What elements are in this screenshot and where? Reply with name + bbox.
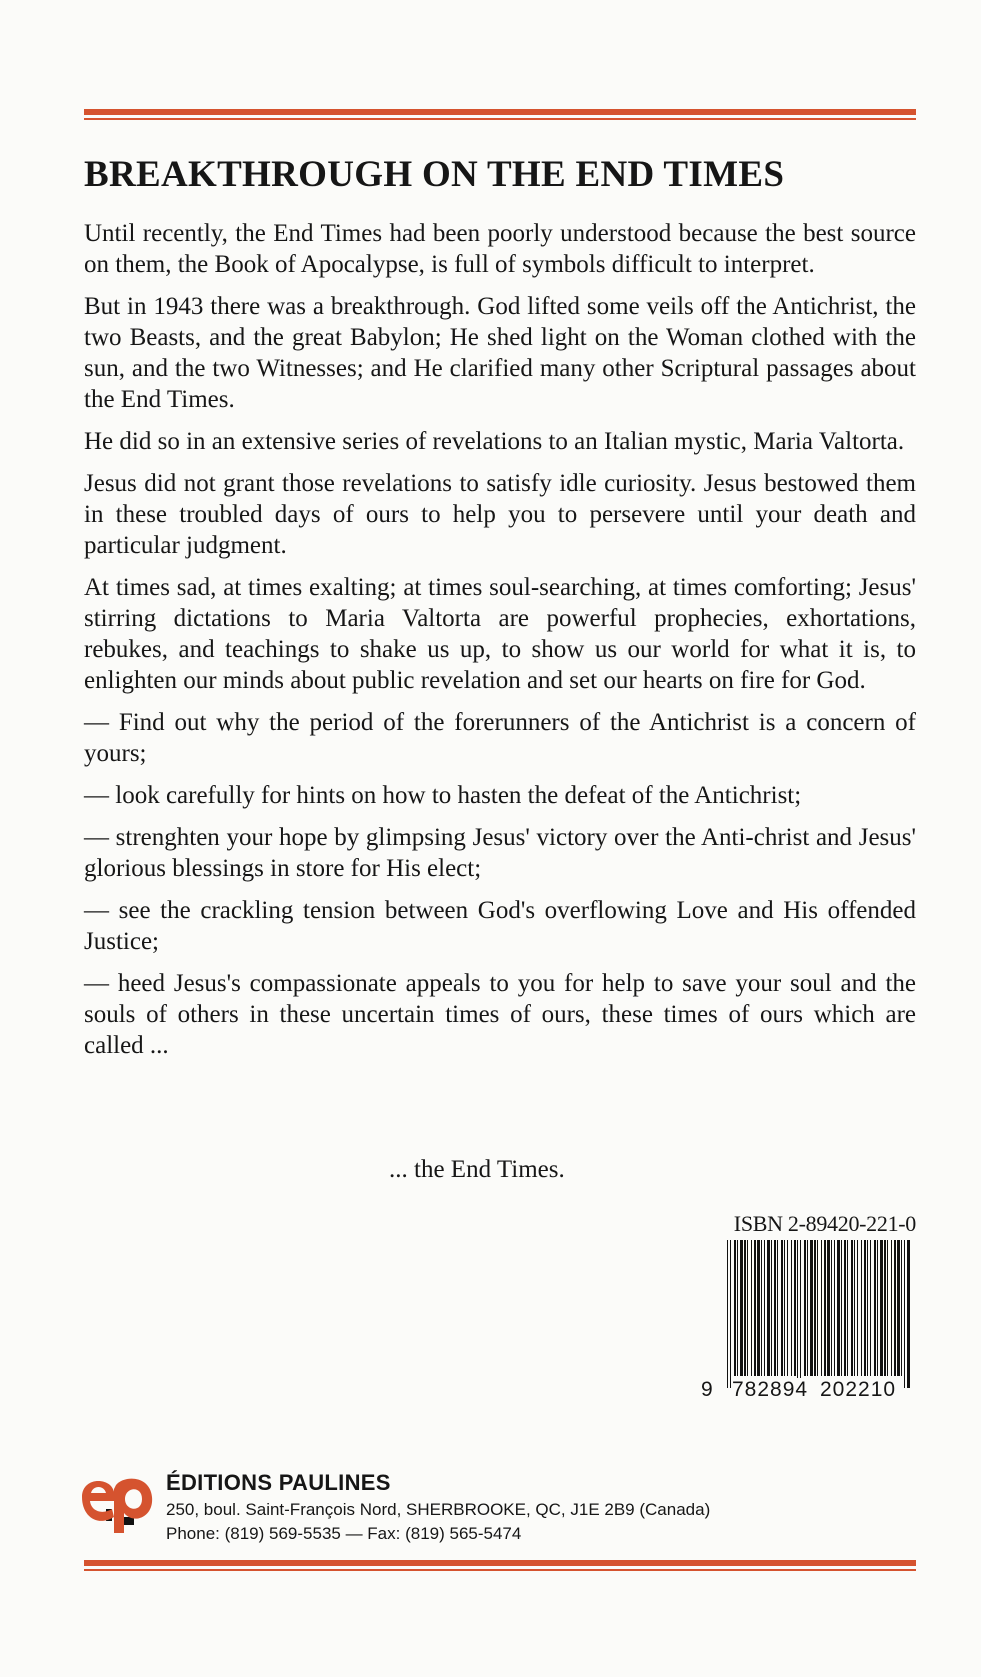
barcode-bar bbox=[887, 1240, 888, 1376]
barcode-bar bbox=[901, 1240, 902, 1376]
paragraph-intro: Until recently, the End Times had been poorly understood because the best source on them, the Book of Apocalypse, is full of symbols difficult to interpret. bbox=[84, 220, 916, 278]
barcode-bar bbox=[764, 1240, 765, 1376]
barcode-bar bbox=[837, 1240, 840, 1376]
barcode-bar bbox=[744, 1240, 746, 1376]
top-double-rule bbox=[84, 109, 916, 120]
barcode-bar bbox=[821, 1240, 822, 1376]
barcode-bar bbox=[800, 1240, 801, 1388]
bullet-forerunners: — Find out why the period of the forerunners of the Antichrist is a concern of yours; bbox=[84, 709, 916, 767]
barcode-bar bbox=[831, 1240, 832, 1376]
barcode-bar bbox=[851, 1240, 853, 1376]
barcode-bar bbox=[854, 1240, 855, 1376]
barcode-bar bbox=[791, 1240, 792, 1376]
bullet-tension: — see the crackling tension between God's overflowing Love and His offended Justice; bbox=[84, 897, 916, 955]
barcode-bar bbox=[877, 1240, 878, 1376]
barcode-bar bbox=[751, 1240, 752, 1376]
barcode-bar bbox=[761, 1240, 762, 1376]
barcode-bar bbox=[784, 1240, 785, 1376]
barcode-bar bbox=[794, 1240, 796, 1376]
barcode-bar bbox=[891, 1240, 892, 1376]
barcode-bar bbox=[727, 1240, 728, 1388]
barcode-bar bbox=[771, 1240, 772, 1376]
barcode-bar bbox=[894, 1240, 896, 1376]
barcode-bar bbox=[810, 1240, 813, 1376]
barcode-right-digits: 202210 bbox=[820, 1378, 897, 1401]
paragraph-revelations: He did so in an extensive series of revelations to an Italian mystic, Maria Valtorta. bbox=[84, 428, 905, 455]
barcode-bar bbox=[857, 1240, 858, 1376]
barcode-left-digits: 782894 bbox=[732, 1378, 809, 1401]
publisher-logo bbox=[78, 1471, 158, 1535]
publisher-name: ÉDITIONS PAULINES bbox=[166, 1470, 391, 1495]
barcode-bar bbox=[847, 1240, 848, 1376]
blurb-text bbox=[84, 218, 916, 1061]
barcode-bar bbox=[834, 1240, 835, 1376]
barcode-bar bbox=[867, 1240, 868, 1376]
barcode-bars bbox=[725, 1240, 915, 1388]
barcode-bar bbox=[880, 1240, 883, 1376]
paragraph-dictations: At times sad, at times exalting; at times soul-searching, at times comforting; Jesus' stirring dictations to Maria Valtorta are powerful prophecies, exhortations, rebukes, and teachings to shake us up, to show us our world for what it is, to enlighten our minds about public revelation and set our hearts on fire for God. bbox=[84, 574, 916, 694]
barcode-bar bbox=[740, 1240, 743, 1376]
book-title: BREAKTHROUGH ON THE END TIMES bbox=[84, 154, 785, 195]
barcode-bar bbox=[861, 1240, 862, 1376]
closing-line: ... the End Times. bbox=[389, 1156, 565, 1183]
barcode-bar bbox=[870, 1240, 871, 1376]
barcode-bar bbox=[767, 1240, 770, 1376]
barcode-bar bbox=[817, 1240, 818, 1376]
bullet-appeals: — heed Jesus's compassionate appeals to you for help to save your soul and the souls of others in these uncertain times of ours, these times of ours which are called ... bbox=[84, 970, 916, 1059]
barcode-bar bbox=[904, 1240, 905, 1388]
barcode-bar bbox=[774, 1240, 776, 1376]
barcode-bar bbox=[841, 1240, 842, 1376]
barcode-bar bbox=[737, 1240, 738, 1376]
barcode-bar bbox=[730, 1240, 731, 1388]
barcode-bar bbox=[747, 1240, 748, 1376]
barcode-bar bbox=[781, 1240, 783, 1376]
publisher-address: 250, boul. Saint-François Nord, SHERBROOKE, QC, J1E 2B9 (Canada) bbox=[166, 1500, 711, 1519]
publisher-phone: Phone: (819) 569-5535 — Fax: (819) 565-5474 bbox=[166, 1524, 522, 1543]
barcode-bar bbox=[827, 1240, 830, 1376]
barcode-bar bbox=[884, 1240, 886, 1376]
barcode-bar bbox=[814, 1240, 816, 1376]
barcode-bar bbox=[804, 1240, 806, 1376]
isbn-label: ISBN 2-89420-221-0 bbox=[733, 1211, 916, 1236]
barcode-bar bbox=[777, 1240, 778, 1376]
paragraph-purpose: Jesus did not grant those revelations to satisfy idle curiosity. Jesus bestowed them in these troubled days of ours to help you to persevere until your death and particular judgment. bbox=[84, 470, 916, 559]
bullet-hints: — look carefully for hints on how to hasten the defeat of the Antichrist; bbox=[84, 782, 802, 809]
barcode-bar bbox=[797, 1240, 798, 1388]
barcode-first-digit: 9 bbox=[701, 1378, 714, 1401]
barcode-bar bbox=[864, 1240, 866, 1376]
barcode-bar bbox=[897, 1240, 900, 1376]
paragraph-breakthrough: But in 1943 there was a breakthrough. God lifted some veils off the Antichrist, the two Beasts, and the great Babylon; He shed light on the Woman clothed with the sun, and the two Witnesses; and He clarified many other Scriptural passages about the End Times. bbox=[84, 293, 916, 413]
barcode-bar bbox=[874, 1240, 876, 1376]
barcode-bar bbox=[757, 1240, 760, 1376]
barcode-bar bbox=[734, 1240, 736, 1376]
barcode bbox=[701, 1240, 915, 1401]
barcode-bar bbox=[787, 1240, 788, 1376]
barcode-bar bbox=[754, 1240, 756, 1376]
barcode-bar bbox=[824, 1240, 826, 1376]
barcode-bar bbox=[907, 1240, 910, 1388]
bottom-double-rule bbox=[84, 1560, 916, 1571]
bullet-hope: — strenghten your hope by glimpsing Jesus' victory over the Anti-christ and Jesus' glorious blessings in store for His elect; bbox=[84, 824, 916, 882]
barcode-bar bbox=[807, 1240, 808, 1376]
barcode-bar bbox=[844, 1240, 846, 1376]
